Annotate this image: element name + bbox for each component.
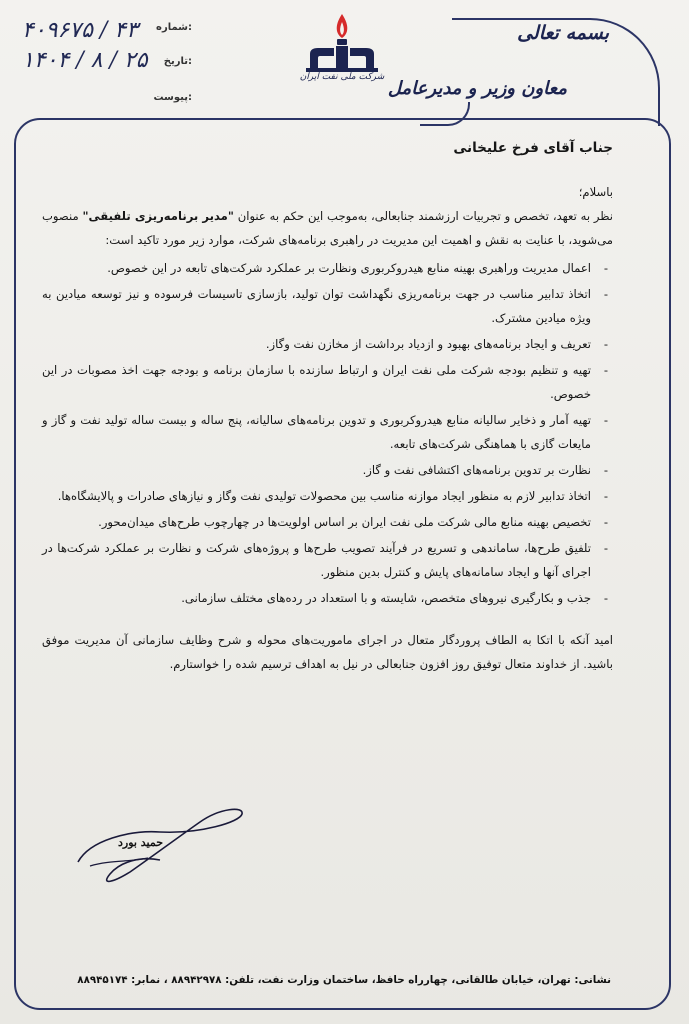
date-row — [22, 48, 192, 82]
list-dash: - — [603, 515, 609, 529]
intro-paragraph — [42, 204, 613, 252]
list-dash: - — [603, 591, 609, 605]
letter-meta — [22, 18, 192, 112]
list-item — [42, 510, 613, 534]
list-item-text: اتخاذ تدابیر مناسب در جهت برنامه‌ریزی نگهداشت توان تولید، بازسازی تاسیسات فرسوده و نیز توسعه میادین به ویژه میادین مشترک. — [42, 287, 591, 325]
logo-caption: شرکت ملی نفت ایران — [299, 72, 385, 82]
list-item — [42, 458, 613, 482]
list-item — [42, 408, 613, 456]
list-item-text: اعمال مدیریت وراهبری بهینه منابع هیدروکربوری ونظارت بر عملکرد شرکت‌های تابعه در این خصوص. — [107, 261, 591, 275]
list-dash: - — [603, 363, 609, 377]
list-dash: - — [603, 261, 609, 275]
intro-title: "مدیر برنامه‌ریزی تلفیقی" — [82, 209, 234, 223]
number-label: شماره: — [156, 22, 192, 33]
number-value: ۴۰۹۶۷۵ / ۴۳ — [22, 18, 138, 43]
signatory-name: حمید بورد — [118, 836, 164, 849]
attachment-row — [22, 92, 192, 118]
intro-before: نظر به تعهد، تخصص و تجربیات ارزشمند جنابعالی، به‌موجب این حکم به عنوان — [233, 209, 613, 223]
list-item — [42, 332, 613, 356]
duties-list — [42, 256, 613, 610]
closing-paragraph: امید آنکه با اتکا به الطاف پروردگار متعال در اجرای ماموریت‌های محوله و شرح وظایف سازمانی آن مدیریت موفق باشید. از خداوند متعال توفیق روز افزون جنابعالی در نیل به اهداف ترسیم شده را خواستارم. — [42, 633, 613, 671]
list-item — [42, 256, 613, 280]
list-item — [42, 282, 613, 330]
list-item-text: اتخاذ تدابیر لازم به منظور ایجاد موازنه مناسب بین محصولات تولیدی نفت وگاز و نیازهای صادرات و پالایشگاه‌ها. — [57, 489, 591, 503]
list-dash: - — [603, 337, 609, 351]
list-item-text: تخصیص بهینه منابع مالی شرکت ملی نفت ایران بر اساس اولویت‌ها در چهارچوب طرح‌های میدان‌محور. — [98, 515, 591, 529]
date-label: تاریخ: — [163, 56, 192, 67]
basmala-heading: بسمه تعالی — [517, 22, 609, 44]
date-value: ۱۴۰۴ / ۸ / ۲۵ — [22, 48, 148, 73]
list-item — [42, 484, 613, 508]
number-row — [22, 18, 192, 48]
addressee: جناب آقای فرخ علیخانی — [453, 140, 613, 156]
list-dash: - — [603, 541, 609, 555]
list-item-text: نظارت بر تدوین برنامه‌های اکتشافی نفت و گاز. — [362, 463, 591, 477]
list-dash: - — [603, 287, 609, 301]
footer-address: نشانی: تهران، خیابان طالقانی، چهارراه حافظ، ساختمان وزارت نفت، تلفن: ۸۸۹۴۲۹۷۸ ، نمابر: ۸۸۹۴۵۱۷۴ — [77, 974, 611, 986]
list-item-text: تهیه آمار و ذخایر سالیانه منابع هیدروکربوری و تدوین برنامه‌های سالیانه، پنج ساله و بیست ساله تولید نفت و گاز و مایعات گازی با هماهنگی شرکت‌های تابعه. — [42, 413, 591, 451]
list-item-text: تلفیق طرح‌ها، ساماندهی و تسریع در فرآیند تصویب طرح‌ها و پروژه‌های شرکت و نظارت بر عملکرد شرکت‌ها در اجرای آنها و ایجاد سامانه‌های پایش و کنترل بدین منظور. — [42, 541, 591, 579]
list-item-text: تعریف و ایجاد برنامه‌های بهبود و ازدیاد برداشت از مخازن نفت وگاز. — [265, 337, 591, 351]
list-dash: - — [603, 413, 609, 427]
intro-after: منصوب می‌شوید، با عنایت به نقش و اهمیت این مدیریت در راهبری برنامه‌های شرکت، موارد زیر مورد تاکید است: — [42, 209, 613, 247]
list-item — [42, 536, 613, 584]
letter-content — [42, 132, 613, 676]
list-item-text: تهیه و تنظیم بودجه شرکت ملی نفت ایران و ارتباط سازنده با سازمان برنامه و بودجه جهت اخذ مصوبات در این خصوص. — [42, 363, 591, 401]
sender-title: معاون وزیر و مدیرعامل — [387, 78, 567, 99]
list-item — [42, 586, 613, 610]
list-item — [42, 358, 613, 406]
greeting: باسلام؛ — [578, 185, 613, 199]
list-item-text: جذب و بکارگیری نیروهای متخصص، شایسته و با استعداد در رده‌های مختلف سازمانی. — [181, 591, 591, 605]
list-dash: - — [603, 463, 609, 477]
list-dash: - — [603, 489, 609, 503]
attachment-label: پیوست: — [153, 92, 192, 103]
